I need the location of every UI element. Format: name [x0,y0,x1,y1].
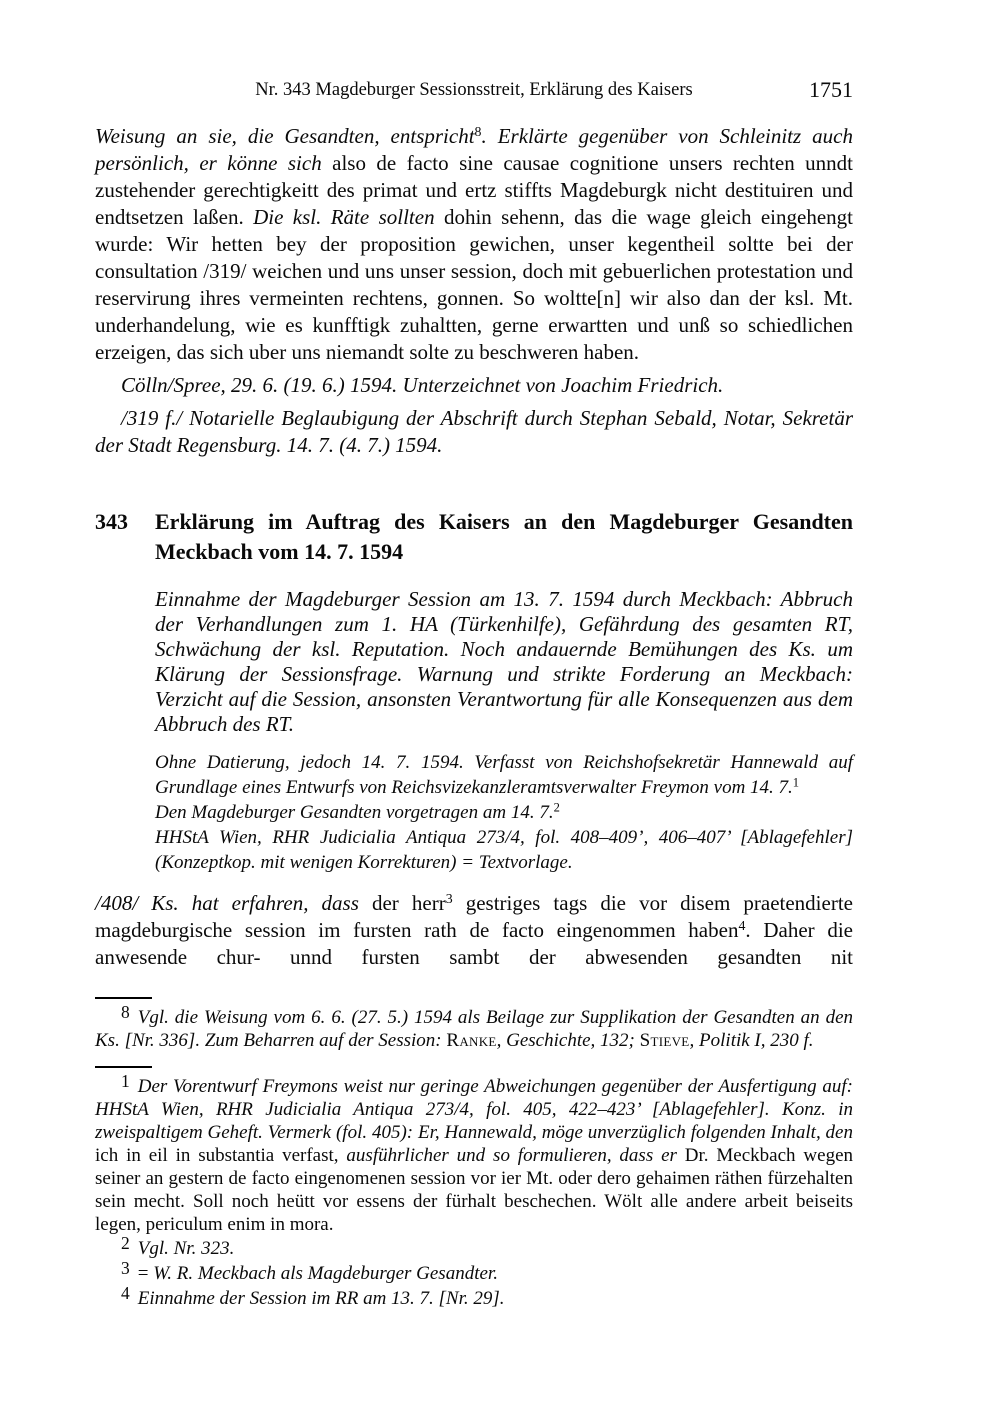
notarial-note: /319 f./ Notarielle Beglaubigung der Abschrift durch Stephan Sebald, Notar, Sekretär der Stadt Regensburg. 14. 7. (4. 7.) 1594. [95,406,853,457]
intro-paragraph: Weisung an sie, die Gesandten, entspricht$^8$. Erklärte gegenüber von Schleinitz auch persönlich, er könne sich also de facto sine causae cognitione unsers rechten unndt zustehender gerechtigkeitt des primat und ertz stiffts Magdeburgk nicht destituiren und endtsetzen laßen. Die ksl. Räte sollten dohin sehenn, das die wage gleich eingehengt wurde: Wir hetten bey der proposition gewichen, unser kegentheil soltte bei der consultation /319/ weichen und uns unser session, doch mit gebuerlichen protestation und reservirung ihres vermeinten rechtens, gonnen. So woltte[n] wir also dan der ksl. Mt. underhandelung, wie es kunfftigk zuhaltten, gerne erwartten und unß so schiedlichen erzeigen, das sich uber uns niemandt solte zu beschweren haben. [95,124,853,364]
footnote-1: 1 Der Vorentwurf Freymons weist nur geringe Abweichungen gegenüber der Ausfertigung auf: HHStA Wien, RHR Judicialia Antiqua 273/4, fol. 405, 422–423’ [Ablagefehler]. Konz. in zweispaltigem Geheft. Vermerk (fol. 405): Er, Hannewald, möge unverzüglich folgenden Inhalt, den ich in eil in substantia verfast, ausführlicher und so formulieren, dass er Dr. Meckbach wegen seiner an gestern de facto eingenomenen session vor ier Mt. oder dero gehaimen räthen fürzehalten sein mecht. Soll noch heütt vor essens der fürhalt beschechen. Wölt alle andere arbeit beiseits legen, periculum enim in mora. [95,1071,853,1235]
footnote-8: 8 Vgl. die Weisung vom 6. 6. (27. 5.) 1594 als Beilage zur Supplikation der Gesandten an den Ks. [Nr. 336]. Zum Beharren auf der Session: Ranke, Geschichte, 132; Stieve, Politik I, 230 f. [95,1002,853,1051]
footnotes-section [95,997,853,1311]
source-block [155,750,853,875]
footnote-4: 4 Einnahme der Session im RR am 13. 7. [Nr. 29]. [121,1283,505,1309]
running-header-title: Nr. 343 Magdeburger Sessionsstreit, Erklärung des Kaisers [255,80,693,100]
source-line-presentation: Den Magdeburger Gesandten vorgetragen am 14. 7.$^2$ [155,800,560,823]
document-body: /408/ Ks. hat erfahren, dass der herr$^3$ gestriges tags die vor disem praetendierte magdeburgische session im fursten rath de facto eingenommen haben$^4$. Daher die anwesende chur- unnd fursten sambt der abwesenden gesandten nit [95,891,853,969]
footnote-separator-1 [95,997,152,999]
source-line-archive: HHStA Wien, RHR Judicialia Antiqua 273/4, fol. 408–409’, 406–407’ [Ablagefehler] (Konzeptkop. mit wenigen Korrekturen) = Textvorlage. [155,827,853,873]
running-header [95,77,853,108]
source-line-dating: Ohne Datierung, jedoch 14. 7. 1594. Verfasst von Reichshofsekretär Hannewald auf Grundlage eines Entwurfs von Reichsvizekanzleramtsverwalter Freymon vom 14. 7.$^1$ [155,752,853,798]
footnote-2: 2 Vgl. Nr. 323. [121,1233,235,1259]
document-heading [95,507,853,567]
text-column [95,0,853,1311]
document-summary: Einnahme der Magdeburger Session am 13. 7. 1594 durch Meckbach: Abbruch der Verhandlungen zum 1. HA (Türkenhilfe), Gefährdung des gesamten RT, Schwächung der ksl. Reputation. Noch andauernde Bemühungen des Ks. um Klärung der Sessionsfrage. Warnung und strikte Forderung an Meckbach: Verzicht auf die Session, ansonsten Verantwortung für alle Konsequenzen aus dem Abbruch des RT. [155,587,853,736]
footnote-3: 3 = W. R. Meckbach als Magdeburger Gesandter. [121,1258,498,1284]
document-number: 343 [95,509,128,534]
dateline: Cölln/Spree, 29. 6. (19. 6.) 1594. Unterzeichnet von Joachim Friedrich. [121,373,724,397]
page-number: 1751 [809,77,853,102]
footnote-separator-2 [95,1066,152,1068]
document-title: Erklärung im Auftrag des Kaisers an den Magdeburger Gesandten Meckbach vom 14. 7. 1594 [155,509,853,564]
